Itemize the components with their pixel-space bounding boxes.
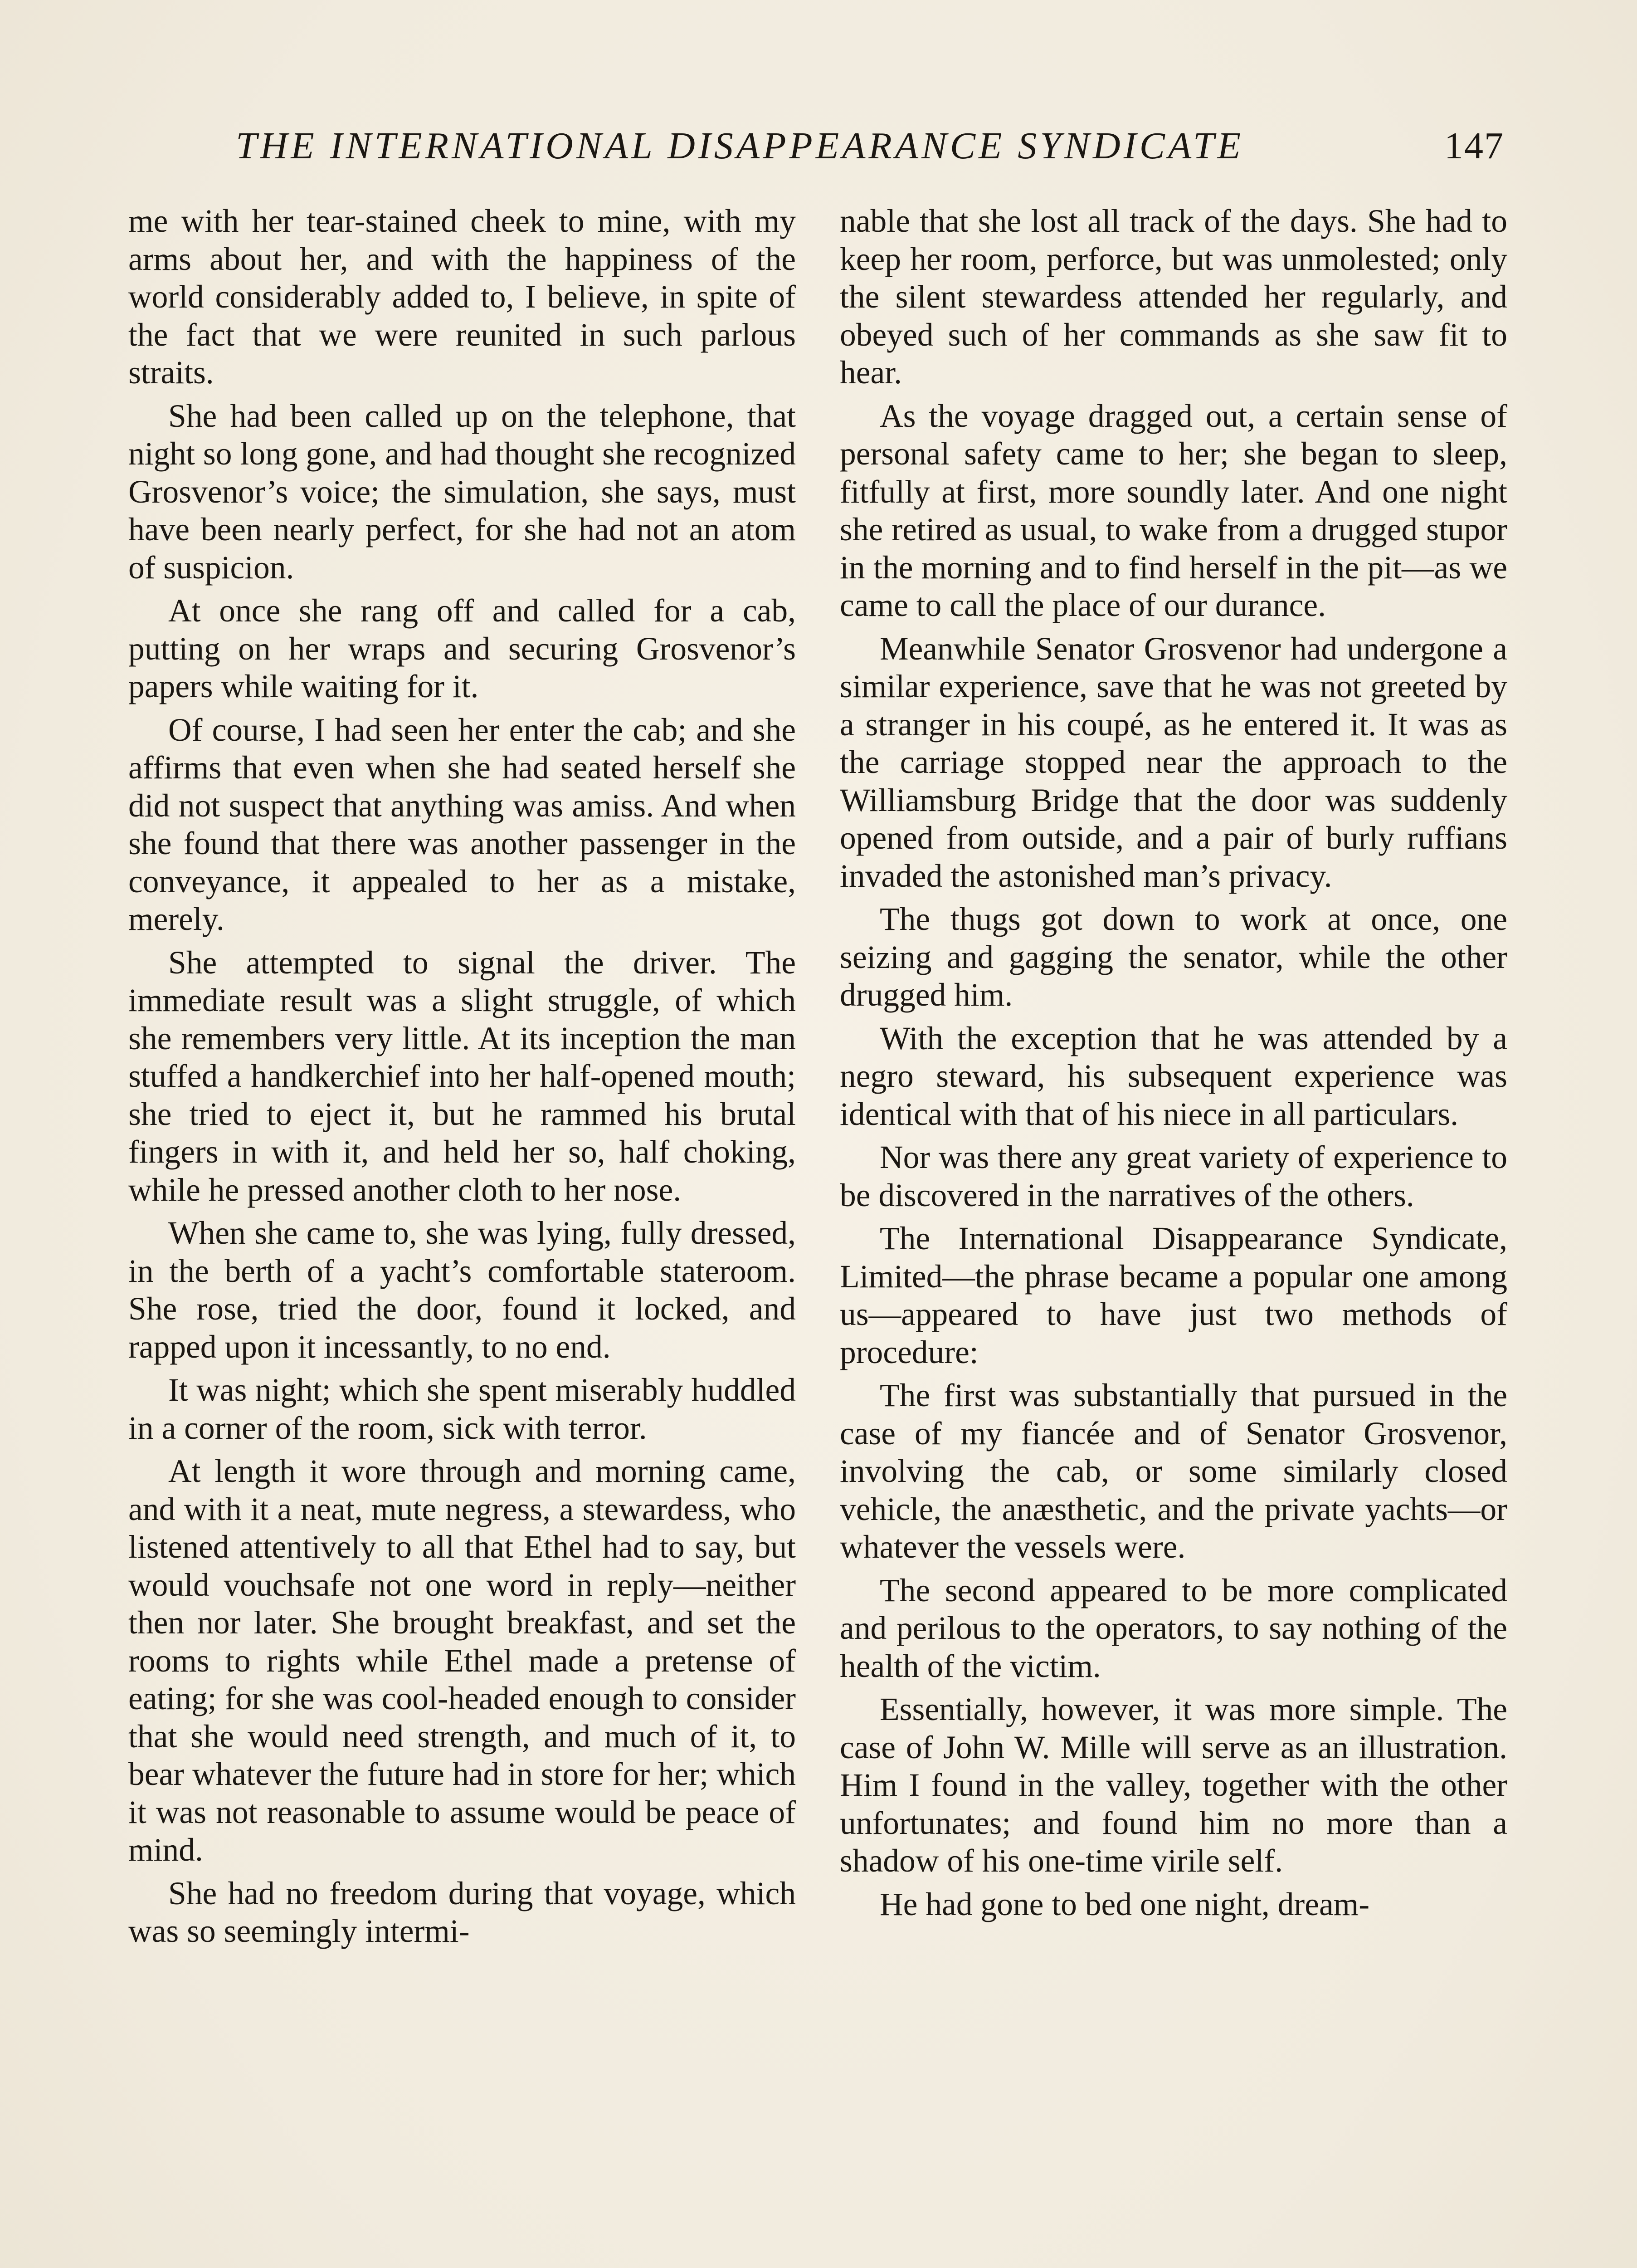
paragraph: Of course, I had seen her enter the cab; and she affirms that even when she had seated herself she did not suspect that anything was amiss. And when she found that there was another passenger in the conveyance, it appealed to her as a mistake, merely. — [128, 712, 796, 937]
paragraph: me with her tear-stained cheek to mine, with my arms about her, and with the happiness of the world considerably added to, I believe, in spite of the fact that we were reunited in such parlous straits. — [128, 203, 796, 391]
paragraph: The second appeared to be more complicated and perilous to the operators, to say nothing of the health of the victim. — [840, 1572, 1507, 1684]
paragraph: She had no freedom during that voyage, which was so seemingly intermi- — [128, 1875, 796, 1949]
paragraph: It was night; which she spent miserably huddled in a corner of the room, sick with terror. — [128, 1372, 796, 1446]
paragraph: As the voyage dragged out, a certain sense of personal safety came to her; she began to sleep, fitfully at first, more soundly later. And one night she retired as usual, to wake from a drugged stupor in the morning and to find herself in the pit—as we came to call the place of our durance. — [840, 398, 1507, 623]
paragraph: The International Disappearance Syndicate, Limited—the phrase became a popular one among us—appeared to have just two methods of procedure: — [840, 1221, 1507, 1370]
paragraph: Meanwhile Senator Grosvenor had undergone a similar experience, save that he was not greeted by a stranger in his coupé, as he entered it. It was as the carriage stopped near the approach to the Williamsburg Bridge that the door was suddenly opened from outside, and a pair of burly ruffians invaded the astonished man’s privacy. — [840, 631, 1507, 894]
left-column — [128, 202, 796, 1950]
page-number: 147 — [1444, 125, 1504, 167]
paragraph: With the exception that he was attended by a negro steward, his subsequent experience was identical with that of his niece in all particulars. — [840, 1020, 1507, 1132]
paragraph: She had been called up on the telephone, that night so long gone, and had thought she recognized Grosvenor’s voice; the simulation, she says, must have been nearly perfect, for she had not an atom of suspicion. — [128, 398, 796, 586]
paragraph: The first was substantially that pursued in the case of my fiancée and of Senator Grosvenor, involving the cab, or some similarly closed vehicle, the anæsthetic, and the private yachts—or whatever the vessels were. — [840, 1378, 1507, 1565]
running-head-title: THE INTERNATIONAL DISAPPEARANCE SYNDICATE — [236, 125, 1244, 167]
paragraph: At length it wore through and morning came, and with it a neat, mute negress, a stewardess, who listened attentively to all that Ethel had to say, but would vouchsafe not one word in reply—neither then nor later. She brought breakfast, and set the rooms to rights while Ethel made a pretense of eating; for she was cool-headed enough to consider that she would need strength, and much of it, to bear whatever the future had in store for her; which it was not reasonable to assume would be peace of mind. — [128, 1453, 796, 1868]
paragraph: At once she rang off and called for a cab, putting on her wraps and securing Grosvenor’s papers while waiting for it. — [128, 593, 796, 704]
paragraph: The thugs got down to work at once, one seizing and gagging the senator, while the other drugged him. — [840, 901, 1507, 1013]
paragraph: When she came to, she was lying, fully dressed, in the berth of a yacht’s comfortable stateroom. She rose, tried the door, found it locked, and rapped upon it incessantly, to no end. — [128, 1215, 796, 1365]
paragraph: Essentially, however, it was more simple. The case of John W. Mille will serve as an illustration. Him I found in the valley, together with the other unfortunates; and found him no more than a shadow of his one-time virile self. — [840, 1691, 1507, 1879]
right-column — [840, 202, 1507, 1923]
paragraph: She attempted to signal the driver. The immediate result was a slight struggle, of which she remembers very little. At its inception the man stuffed a handkerchief into her half-opened mouth; she tried to eject it, but he rammed his brutal fingers in with it, and held her so, half choking, while he pressed another cloth to her nose. — [128, 944, 796, 1208]
paragraph: He had gone to bed one night, dream- — [880, 1886, 1370, 1922]
paragraph: nable that she lost all track of the days. She had to keep her room, perforce, but was unmolested; only the silent stewardess attended her regularly, and obeyed such of her commands as she saw fit to hear. — [840, 203, 1507, 391]
paragraph: Nor was there any great variety of experience to be discovered in the narratives of the others. — [840, 1139, 1507, 1213]
